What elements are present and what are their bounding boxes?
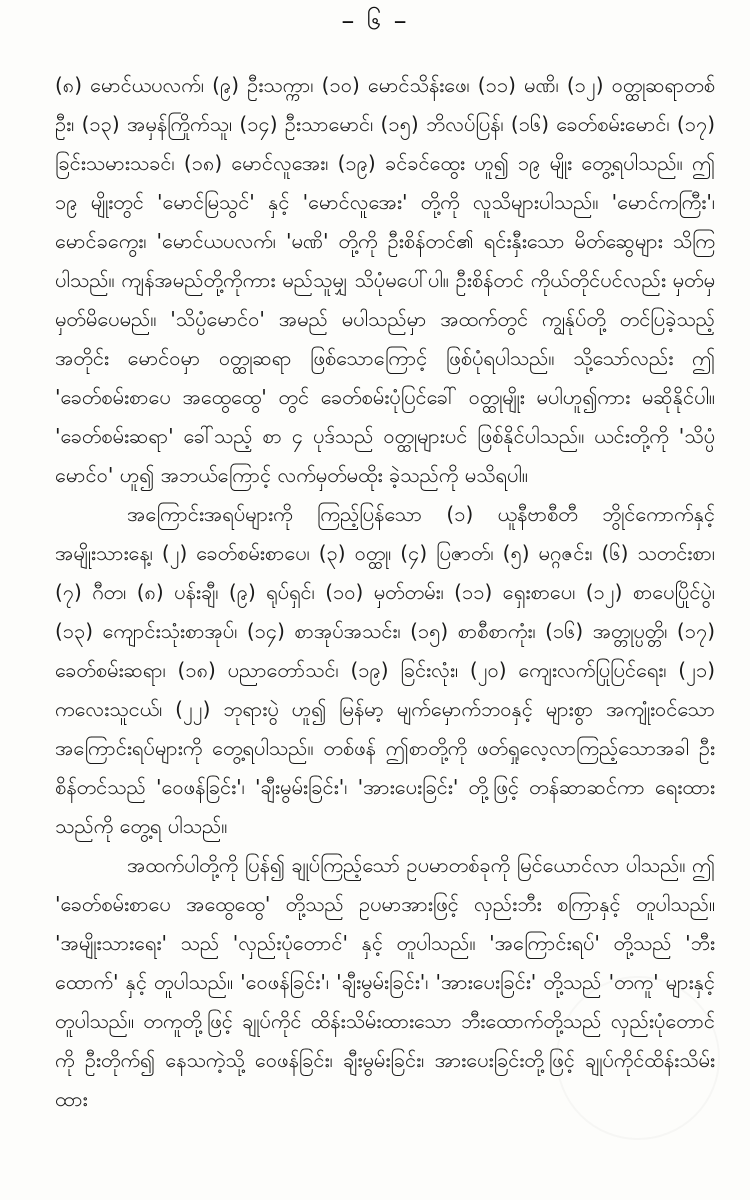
faint-watermark <box>556 976 720 1140</box>
paragraph-1: (၈) မောင်ယပလက်၊ (၉) ဦးသက္ကာ၊ (၁၀) မောင်သိန်းဖေ၊ (၁၁) မဏိ၊ (၁၂) ဝတ္ထုဆရာတစ်ဦး၊ (၁၃) အမှန်ကြိုက်သူ၊ (၁၄) ဦးသာမောင်၊ (၁၅) ဘိလပ်ပြန်၊ (၁၆) ခေတ်စမ်းမောင်၊ (၁၇) ခြင်းသမားသခင်၊ (၁၈) မောင်လူအေး၊ (၁၉) ခင်ခင်ထွေး ဟူ၍ ၁၉ မျိုး တွေ့ရပါသည်။ ဤ ၁၉ မျိုးတွင် 'မောင်မြသွင်' နှင့် 'မောင်လူအေး' တို့ကို လူသိများပါသည်။ 'မောင်ကကြီး'၊ မောင်ခကွေး၊ 'မောင်ယပလက်၊ 'မဏိ' တို့ကို ဦးစိန်တင်၏ ရင်းနှီးသော မိတ်ဆွေများ သိကြပါသည်။ ကျန်အမည်တို့ကိုကား မည်သူမျှ သိပုံမပေါ်ပါ။ ဦးစိန်တင် ကိုယ်တိုင်ပင်လည်း မှတ်မှ မှတ်မိပေမည်။ 'သိပ္ပံမောင်ဝ' အမည် မပါသည်မှာ အထက်တွင် ကျွန်ုပ်တို့ တင်ပြခဲ့သည့်အတိုင်း မောင်ဝမှာ ဝတ္ထုဆရာ ဖြစ်သောကြောင့် ဖြစ်ပုံရပါသည်။ သို့သော်လည်း ဤ 'ခေတ်စမ်းစာပေ အထွေထွေ' တွင် ခေတ်စမ်းပုံပြင်ခေါ် ဝတ္ထုမျိုး မပါဟူ၍ကား မဆိုနိုင်ပါ။ 'ခေတ်စမ်းဆရာ' ခေါ်သည့် စာ ၄ ပုဒ်သည် ဝတ္ထုများပင် ဖြစ်နိုင်ပါသည်။ ယင်းတို့ကို 'သိပ္ပံမောင်ဝ' ဟူ၍ အဘယ်ကြောင့် လက်မှတ်မထိုး ခဲ့သည်ကို မသိရပါ။ <box>55 73 715 487</box>
page-number: – ၆ – <box>341 6 409 36</box>
paragraph-3: အထက်ပါတို့ကို ပြန်၍ ချုပ်ကြည့်သော် ဥပမာတစ်ခုကို မြင်ယောင်လာ ပါသည်။ ဤ 'ခေတ်စမ်းစာပေ အထွေထွေ' တို့သည် ဥပမာအားဖြင့် လှည်းဘီး စကြာနှင့် တူပါသည်။ 'အမျိုးသားရေး' သည် 'လှည်းပုံတောင်' နှင့် တူပါသည်။ 'အကြောင်းရပ်' တို့သည် 'ဘီးထောက်' နှင့် တူပါသည်။ 'ဝေဖန်ခြင်း'၊ 'ချီးမွမ်းခြင်း'၊ 'အားပေးခြင်း' တို့သည် 'တကူ' များနှင့် တူပါသည်။ တကူတို့ဖြင့် ချုပ်ကိုင် ထိန်းသိမ်းထားသော ဘီးထောက်တို့သည် လှည်းပုံတောင်ကို ဦးတိုက်၍ နေသကဲ့သို့ ဝေဖန်ခြင်း၊ ချီးမွမ်းခြင်း၊ အားပေးခြင်းတို့ဖြင့် ချုပ်ကိုင်ထိန်းသိမ်းထား <box>55 853 715 1111</box>
body-text <box>55 66 715 1119</box>
paragraph-2: အကြောင်းအရပ်များကို ကြည့်ပြန်သော (၁) ယူနီဗာစီတီ ဘွိုင်ကောက်နှင့် အမျိုးသားနေ့၊ (၂) ခေတ်စမ်းစာပေ၊ (၃) ဝတ္ထု၊ (၄) ပြဇာတ်၊ (၅) မဂ္ဂဇင်း၊ (၆) သတင်းစာ၊ (၇) ဂီတ၊ (၈) ပန်းချီ၊ (၉) ရုပ်ရှင်၊ (၁၀) မှတ်တမ်း၊ (၁၁) ရှေးစာပေ၊ (၁၂) စာပေပြိုင်ပွဲ၊ (၁၃) ကျောင်းသုံးစာအုပ်၊ (၁၄) စာအုပ်အသင်း၊ (၁၅) စာစီစာကုံး၊ (၁၆) အတ္တုပ္ပတ္တိ၊ (၁၇) ခေတ်စမ်းဆရာ၊ (၁၈) ပညာတော်သင်၊ (၁၉) ခြင်းလုံး၊ (၂၀) ကျေးလက်ပြုပြင်ရေး၊ (၂၁) ကလေးသူငယ်၊ (၂၂) ဘုရားပွဲ ဟူ၍ မြန်မာ့ မျက်မှောက်ဘဝနှင့် များစွာ အကျုံးဝင်သော အကြောင်းရပ်များကို တွေ့ရပါသည်။ တစ်ဖန် ဤစာတို့ကို ဖတ်ရှုလေ့လာကြည့်သောအခါ ဦးစိန်တင်သည် 'ဝေဖန်ခြင်း'၊ 'ချီးမွမ်းခြင်း'၊ 'အားပေးခြင်း' တို့ဖြင့် တန်ဆာဆင်ကာ ရေးထားသည်ကို တွေ့ရ ပါသည်။ <box>55 502 715 838</box>
